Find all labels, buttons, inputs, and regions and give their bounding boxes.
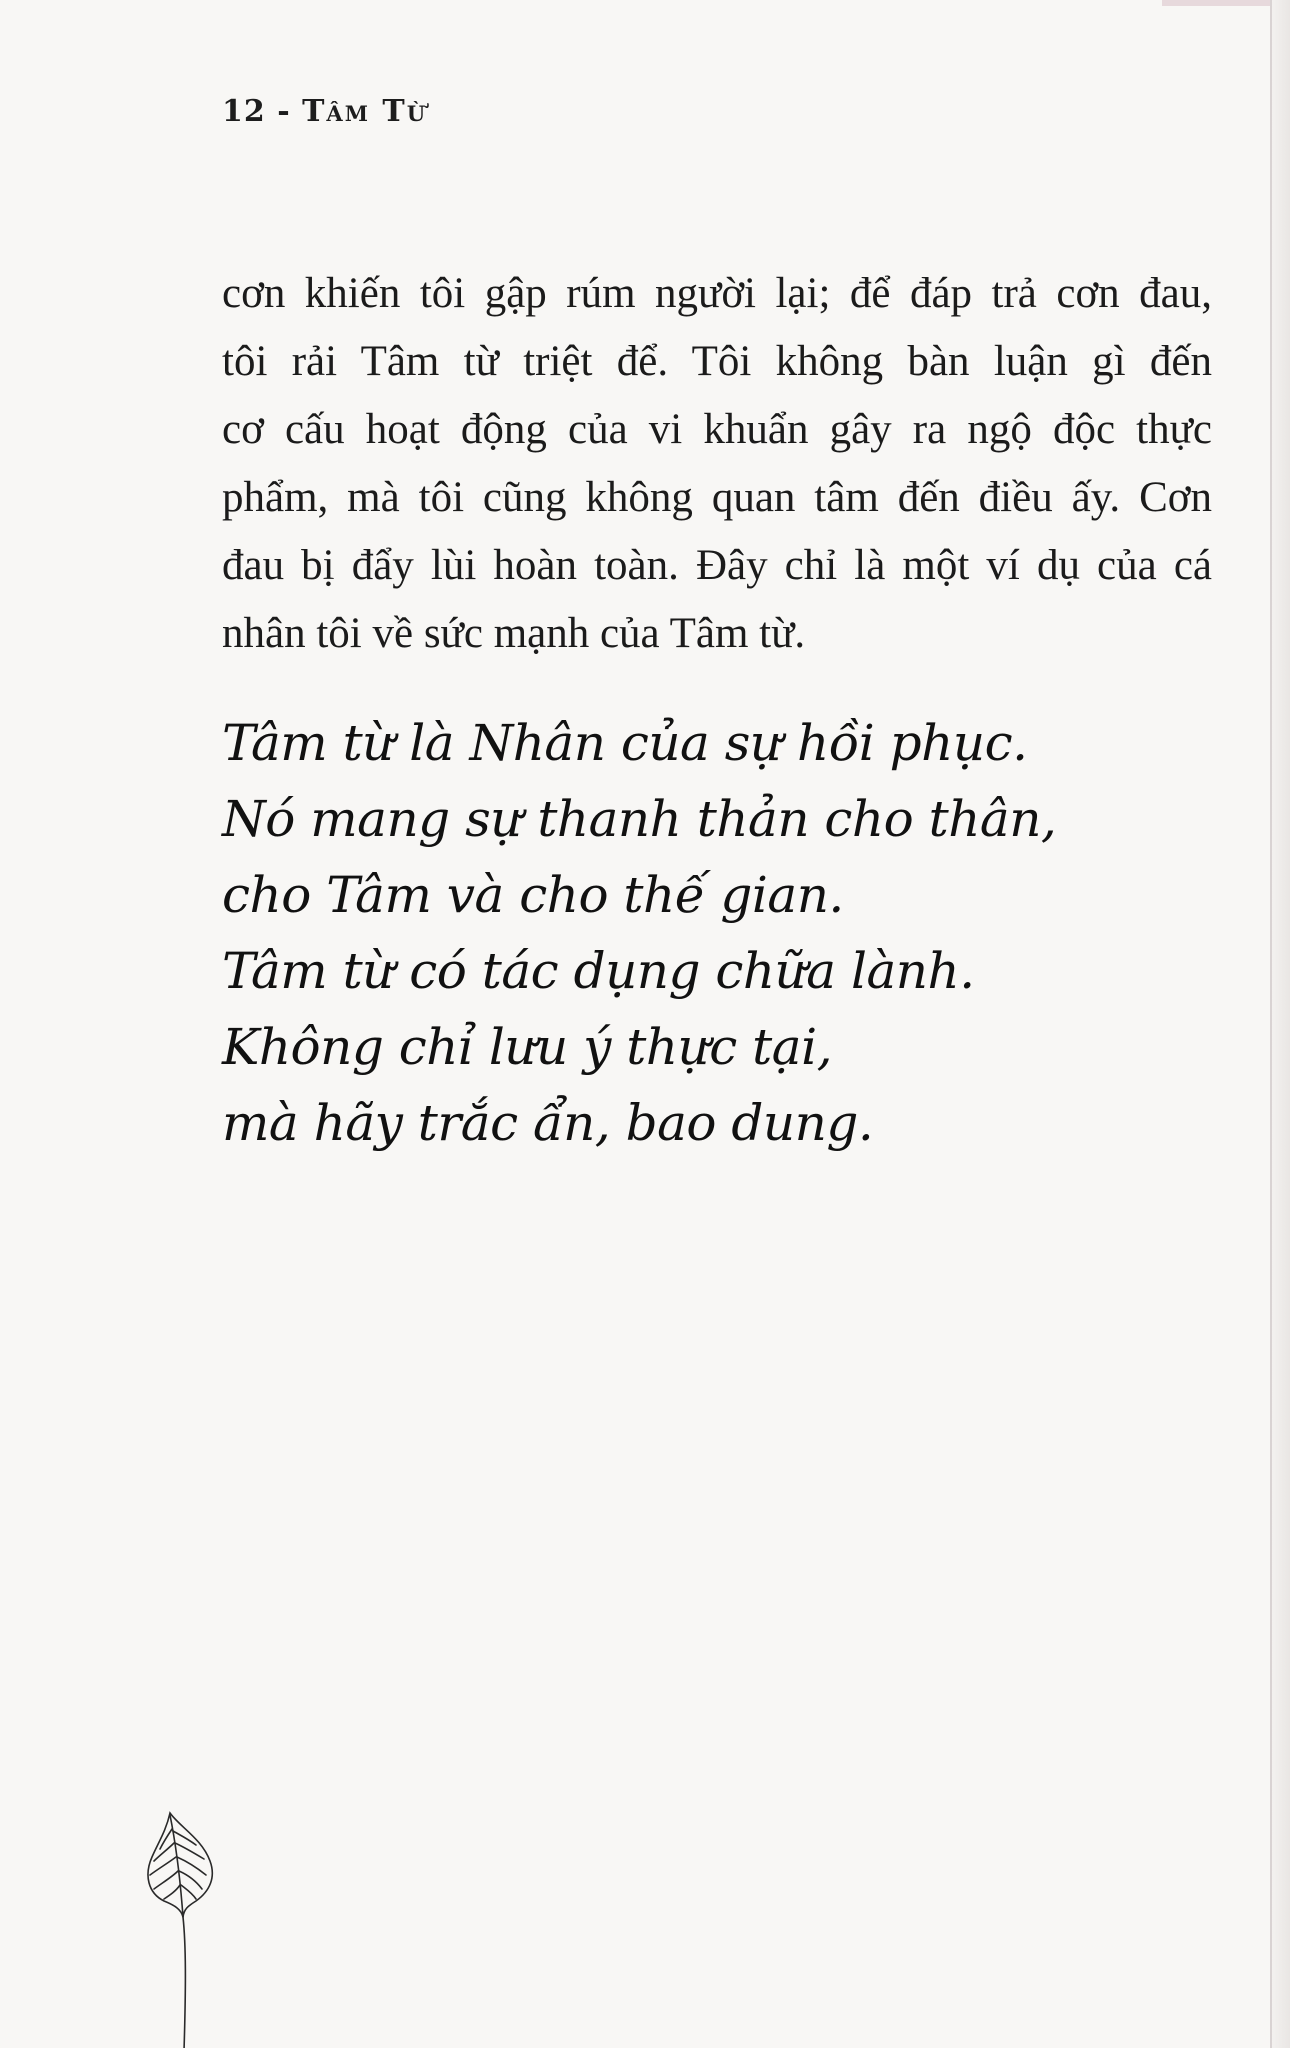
poem-line: mà hãy trắc ẩn, bao dung.: [222, 1094, 874, 1152]
poem-line: Nó mang sự thanh thản cho thân,: [222, 790, 1057, 848]
body-line: đau bị đẩy lùi hoàn toàn. Đây chỉ là một ví dụ của cá: [222, 542, 1212, 589]
poem-verse: [222, 705, 1222, 1161]
page-edge: [1270, 0, 1290, 2048]
page-number: 12: [222, 94, 266, 129]
page-edge-tint: [1162, 0, 1272, 6]
body-paragraph: [222, 260, 1212, 668]
poem-line: Không chỉ lưu ý thực tại,: [222, 1018, 832, 1076]
poem-line: cho Tâm và cho thế gian.: [222, 866, 844, 924]
body-line: tôi rải Tâm từ triệt để. Tôi không bàn luận gì đến: [222, 338, 1212, 385]
body-line: phẩm, mà tôi cũng không quan tâm đến điều ấy. Cơn: [222, 474, 1212, 521]
bodhi-leaf-icon: [140, 1805, 230, 2048]
running-header: [222, 94, 427, 129]
header-separator: -: [277, 94, 291, 129]
body-line: nhân tôi về sức mạnh của Tâm từ.: [222, 610, 806, 657]
body-line: cơ cấu hoạt động của vi khuẩn gây ra ngộ độc thực: [222, 406, 1212, 453]
book-title: Tâm Từ: [302, 94, 428, 129]
body-line: cơn khiến tôi gập rúm người lại; để đáp trả cơn đau,: [222, 270, 1212, 317]
poem-line: Tâm từ có tác dụng chữa lành.: [222, 942, 975, 1000]
poem-line: Tâm từ là Nhân của sự hồi phục.: [222, 714, 1028, 772]
